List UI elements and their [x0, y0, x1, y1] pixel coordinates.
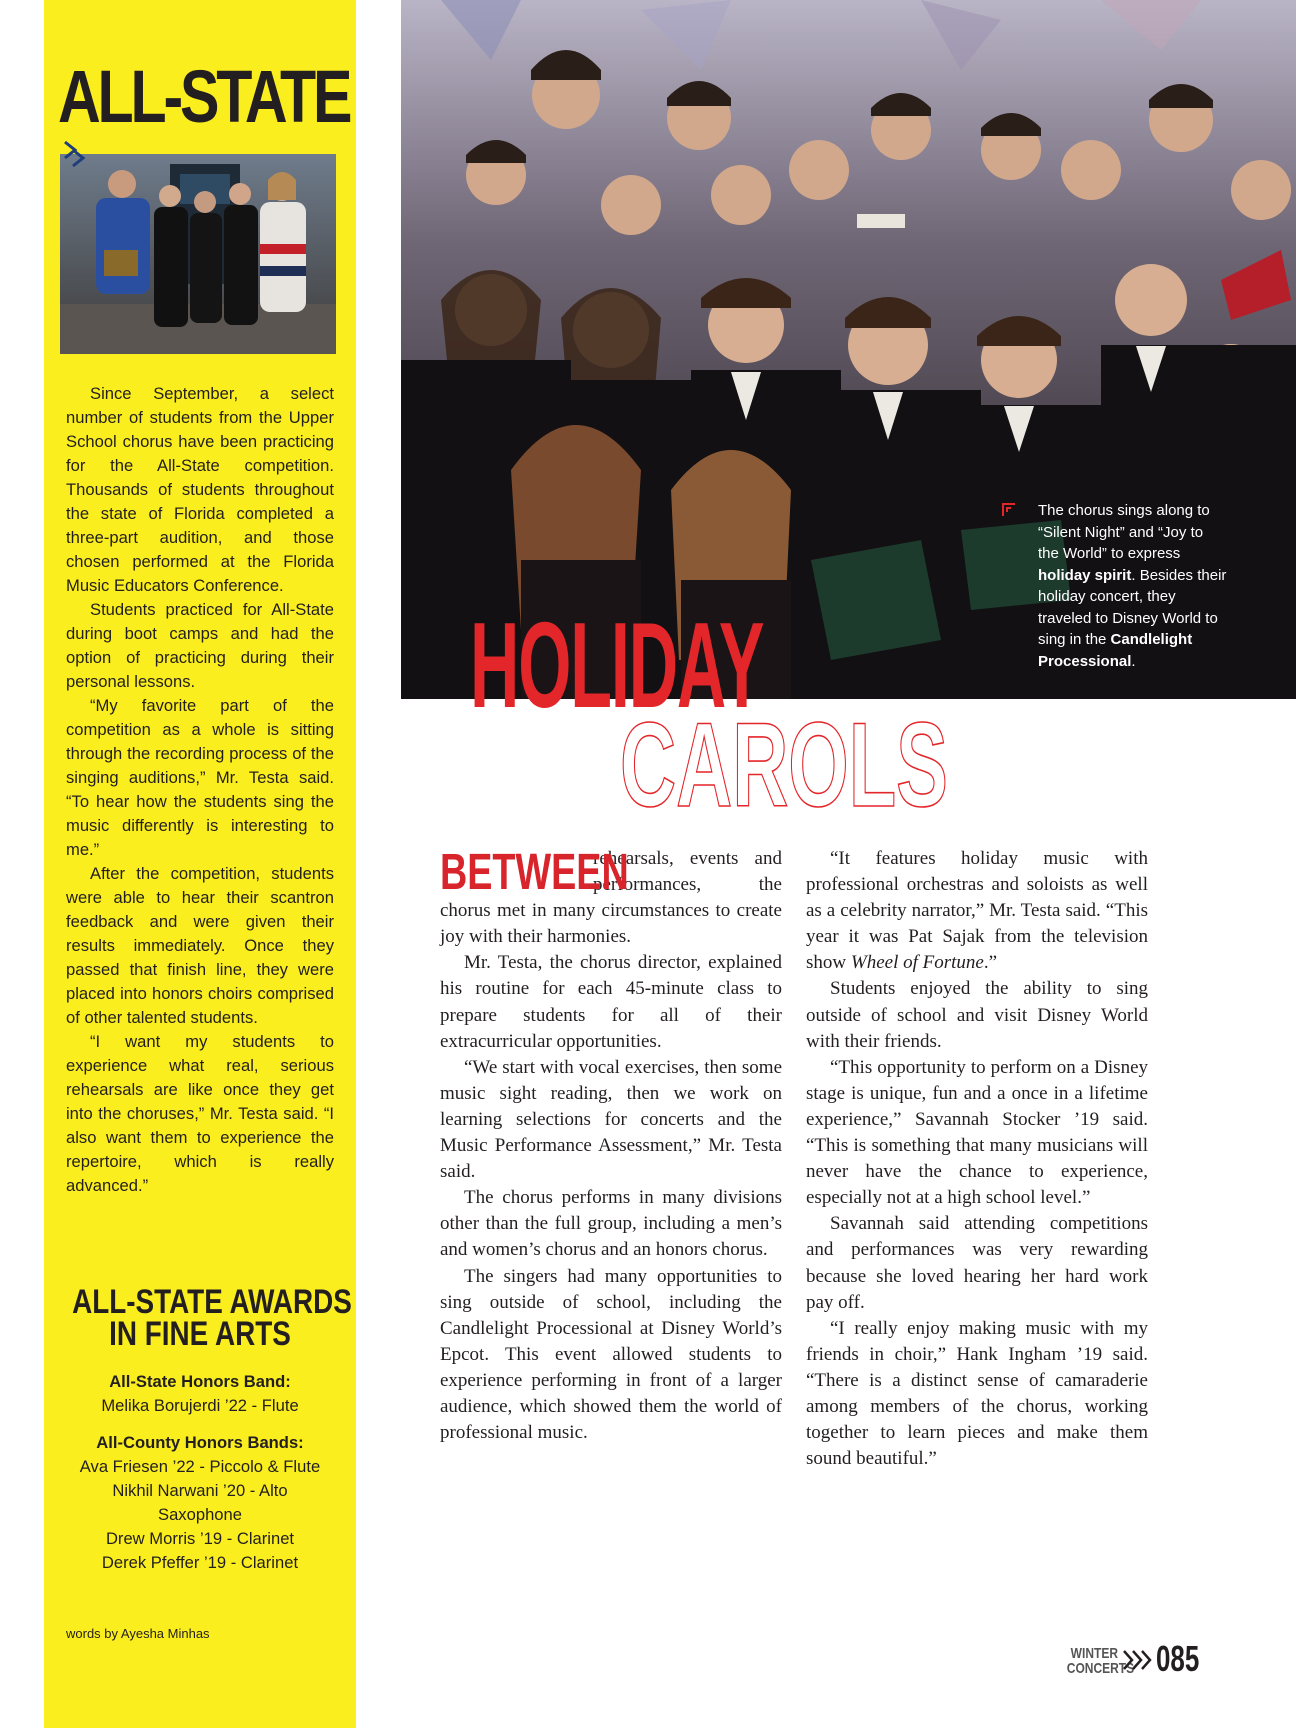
lead-word: BETWEEN — [440, 843, 629, 900]
section-label-line: CONCERTS — [1066, 1660, 1135, 1677]
caption-marker-icon — [1002, 503, 1016, 517]
award-member: Nikhil Narwani ’20 - Alto Saxophone — [112, 1481, 288, 1524]
caption-text: . Besides their holiday concert, they traveled to Disney World to sing in the — [1038, 566, 1227, 648]
article-paragraph: Mr. Testa, the chorus director, explained his routine for each 45-minute class to prepare students for all of their extracurricular opportunities. — [440, 952, 782, 1052]
article-paragraph: The singers had many opportunities to sing outside of school, including the Candlelight Processional at Disney World’s Epcot. This event allowed students to experience performing in front of a larger audience, which showed them the world of professional music. — [440, 1265, 782, 1444]
article-paragraph: “This opportunity to perform on a Disney stage is unique, fun and a once in a lifetime experience,” Savannah Stocker ’19 said. “This is something that many musicians will never have the chance to experience, especially not at a high school level.” — [806, 1056, 1148, 1209]
article-paragraph: The chorus performs in many divisions other than the full group, including a men’s and women’s chorus and an honors chorus. — [440, 1187, 782, 1261]
sidebar-paragraph: “I want my students to experience what real, serious rehearsals are like once they get into the choruses,” Mr. Testa said. “I also want them to experience the repertoire, which is really advanced.” — [66, 1032, 334, 1195]
section-label — [1066, 1645, 1135, 1677]
sidebar-article — [66, 382, 334, 1198]
caption-text: The chorus sings along to “Silent Night” and “Joy to the World” to express — [1038, 502, 1210, 562]
chevron-double-icon — [63, 140, 93, 170]
article-column-1 — [440, 843, 782, 1446]
sidebar — [44, 0, 356, 1728]
headline-carols — [620, 698, 950, 832]
page-number: 085 — [1156, 1638, 1200, 1679]
headline-holiday: HOLIDAY — [470, 597, 764, 733]
honors-band-heading: All-State Honors Band: — [109, 1372, 291, 1391]
article-column-2 — [806, 846, 1148, 1472]
byline: words by Ayesha Minhas — [66, 1626, 210, 1641]
sidebar-paragraph: Students practiced for All-State during boot camps and had the option of practicing during their personal lessons. — [66, 600, 334, 691]
all-state-photo — [60, 154, 336, 354]
quote-text: “It features holiday music with professional orchestras and soloists as well as a celebrity narrator,” Mr. Testa said. “This year it was Pat Sajak from the television show — [806, 848, 1148, 974]
sidebar-title: ALL-STATE — [58, 55, 350, 138]
sidebar-paragraph: After the competition, students were able to hear their scantron feedback and were given their results immediately. Once they passed that finish line, they were placed into honors choirs comprised of other talented students. — [66, 864, 334, 1027]
caption-highlight: Candlelight Processional — [1038, 631, 1193, 670]
awards-title-line: ALL-STATE AWARDS — [72, 1283, 352, 1321]
article-paragraph: “We start with vocal exercises, then some music sight reading, then we work on learning selections for concerts and the Music Performance Assessment,” Mr. Testa said. — [440, 1056, 782, 1183]
article-paragraph: “I really enjoy making music with my friends in choir,” Hank Ingham ’19 said. “There is a distinct sense of camaraderie among members of the chorus, working together to learn pieces and make them sound beautiful.” — [806, 1317, 1148, 1470]
show-title: Wheel of Fortune — [850, 952, 984, 974]
honors-band-list — [44, 1370, 356, 1418]
county-band-list — [44, 1431, 356, 1575]
award-member: Ava Friesen ’22 - Piccolo & Flute — [79, 1457, 321, 1476]
article-paragraph: Savannah said attending competitions and performances was very rewarding because she loved hearing her hard work pay off. — [806, 1213, 1148, 1313]
caption-highlight: holiday spirit — [1038, 566, 1132, 584]
article-paragraph: Students enjoyed the ability to sing outside of school and visit Disney World with their friends. — [806, 978, 1148, 1052]
section-label-line: WINTER — [1070, 1645, 1118, 1662]
awards-title-line: IN FINE ARTS — [109, 1315, 291, 1353]
caption-text: . — [1131, 652, 1136, 670]
award-member: Derek Pfeffer ’19 - Clarinet — [101, 1553, 299, 1572]
award-member: Drew Morris ’19 - Clarinet — [105, 1529, 295, 1548]
county-band-heading: All-County Honors Bands: — [96, 1433, 304, 1452]
quote-text: .” — [983, 952, 998, 974]
headline-carols-text: CAROLS — [620, 698, 948, 832]
sidebar-paragraph: Since September, a select number of students from the Upper School chorus have been practicing for the All-State competition. Thousands of students throughout the state of Florida completed a three-part audition, and those chosen performed at the Florida Music Educators Conference. — [66, 384, 334, 595]
photo-caption — [1038, 500, 1228, 672]
article-paragraph — [806, 846, 1148, 976]
chevron-triple-icon — [1122, 1648, 1154, 1672]
lead-text: rehearsals, events and performances, the chorus met in many circumstances to create joy with their harmonies. — [440, 848, 782, 948]
award-member: Melika Borujerdi ’22 - Flute — [101, 1396, 299, 1415]
folio — [1054, 1638, 1244, 1682]
sidebar-paragraph: “My favorite part of the competition as a whole is sitting through the recording process of the singing auditions,” Mr. Testa said. “To hear how the students sing the music differently is interesting to me.” — [66, 696, 334, 859]
lead-paragraph — [440, 843, 782, 950]
awards-title — [72, 1283, 352, 1353]
